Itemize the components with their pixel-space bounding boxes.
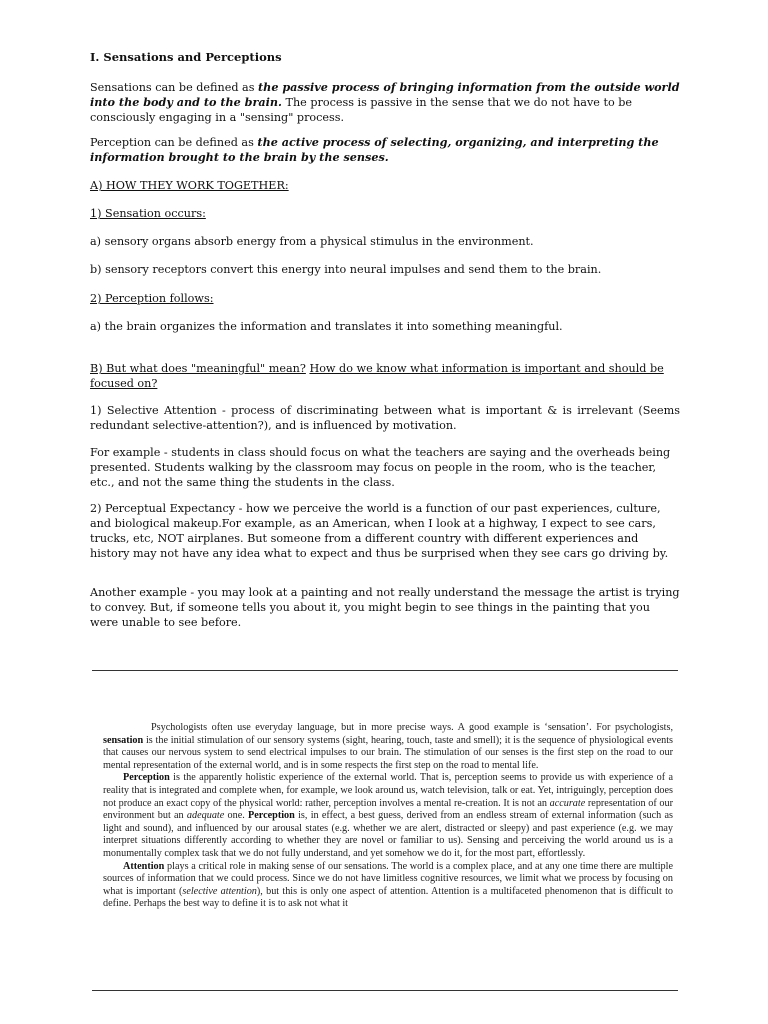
section-heading: I. Sensations and Perceptions [90,50,282,64]
excerpt-paragraph-perception [103,772,673,860]
sensation-emphasis: the passive process of bringing information from the outside world into the body and to the brain. [90,80,680,109]
excerpt-term-sensation: sensation [103,734,144,746]
divider-line [92,990,678,991]
excerpt-text: is the apparently holistic experience of the external world. That is, perception seems to provide us with experience of a reality that is integrated and complete when, for example, we look around us, watch television, talk or eat. Yet, intriguingly, perception does not produce an exact copy of the physical world: rather, perception involves a mental re-creation. It is not an [103,772,673,809]
excerpt-emphasis: adequate [186,810,225,822]
excerpt-paragraph-attention [103,861,673,911]
another-example-paragraph: Another example - you may look at a painting and not really understand the message the artist is trying to convey. But, if someone tells you about it, you might begin to see things in the painting that you were unable to see before. [90,586,680,629]
excerpt-term-perception: Perception [123,772,170,784]
section-b-heading [90,361,680,391]
excerpt-text: is, in effect, a best guess, derived from an endless stream of external information (such as light and sound), and influenced by our arousal states (e.g. whether we are alert, distracted or sleepy) and past experience (e.g. we may interpret situations differently according to whether they are novel or familiar to us). Sensing and perceiving the world around us is a monumentally complex task that we do not fully understand, and yet somehow we do it, for the most part, effortlessly. [103,810,673,859]
excerpt-paragraph-sensation [103,722,673,772]
section-b-heading-part2: How do we know what information is important and should be focused on? [90,362,664,390]
step1-heading: 1) Sensation occurs: [90,207,206,220]
divider-line [92,670,678,671]
scanned-excerpt [103,722,673,911]
perception-definition [90,135,680,165]
perceptual-expectancy-paragraph: 2) Perceptual Expectancy - how we perceive the world is a function of our past experiences, culture, and biological makeup.For example, as an American, when I look at a highway, I expect to see cars, trucks, etc, NOT airplanes. But someone from a different country with different experiences and history may not have any idea what to expect and thus be surprised when they see cars go driving by. [90,502,669,560]
sensation-lead: Sensations can be defined as [90,81,259,94]
excerpt-text: is the initial stimulation of our sensory systems (sight, hearing, touch, taste and smell); it is the sequence of physiological events that causes our nervous system to send electrical impulses to our brain. The stimulation of our senses is the first step on the road to our mental representation of the external world, and is in some respects the first step on the road to mental life. [103,734,673,771]
example-paragraph: For example - students in class should focus on what the teachers are saying and the overheads being presented. Students walking by the classroom may focus on people in the room, who is the teacher, etc., and not the same thing the students in the class. [90,446,671,489]
excerpt-term-perception: Perception [248,810,295,822]
selective-attention-paragraph: 1) Selective Attention - process of discriminating between what is important & is irrelevant (Seems redundant selective-attention?), and is influenced by motivation. [90,404,680,432]
step1-item-a: a) sensory organs absorb energy from a physical stimulus in the environment. [90,235,534,248]
perception-lead: Perception can be defined as [90,136,258,149]
excerpt-emphasis: selective attention [182,885,257,897]
excerpt-term-attention: Attention [123,860,165,872]
excerpt-text: representation of our environment but an [103,797,673,822]
excerpt-text: one. [224,810,249,822]
excerpt-text: plays a critical role in making sense of our sensations. The world is a complex place, and at any one time there are multiple sources of information that we could process. Since we do not have limitless cognitive resources, we limit what we process by focusing on what is important ( [103,860,673,897]
step2-item-a: a) the brain organizes the information and translates it into something meaningful. [90,320,563,333]
perception-emphasis: the active process of selecting, organizing, and interpreting the information brought to the brain by the senses. [90,135,659,164]
excerpt-text: ), but this is only one aspect of attention. Attention is a multifaceted phenomenon that is difficult to define. Perhaps the best way to define it is to ask not what it [103,885,673,910]
step2-heading: 2) Perception follows: [90,292,214,305]
sensation-definition [90,80,680,125]
step1-item-b: b) sensory receptors convert this energy into neural impulses and send them to the brain. [90,263,602,276]
excerpt-emphasis: accurate [549,797,586,809]
excerpt-text: Psychologists often use everyday language, but in more precise ways. A good example is ‘sensation’. For psychologists, [151,722,673,733]
section-b-heading-part1: B) But what does "meaningful" mean? [90,362,306,375]
section-a-heading: A) HOW THEY WORK TOGETHER: [90,179,289,192]
sensation-tail: The process is passive in the sense that we do not have to be consciously engaging in a "sensing" process. [90,96,633,124]
